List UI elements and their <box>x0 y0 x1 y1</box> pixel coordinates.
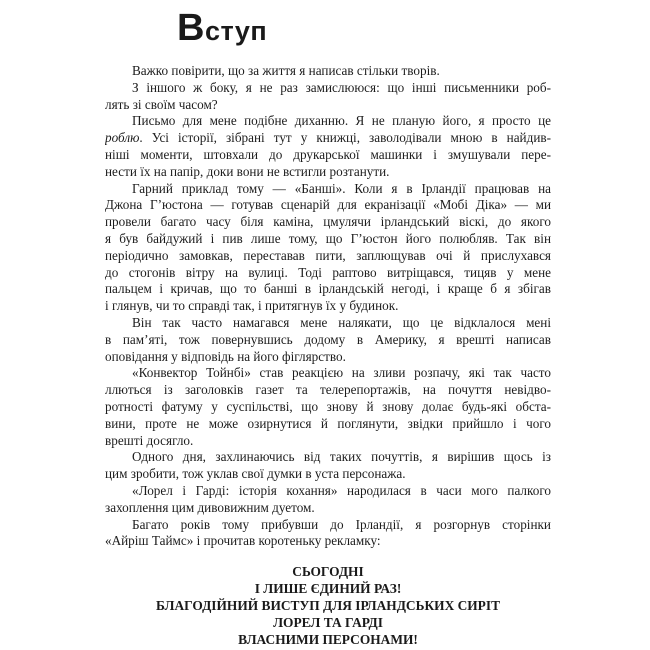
plain-text: . Усі історії, зібрані тут у книжці, заволодівали мною в найдив- <box>139 130 551 146</box>
body-line: нести їх на папір, доки вони не встигли розтанути. <box>105 163 390 179</box>
advert-block <box>105 563 551 648</box>
advert-line: І ЛИШЕ ЄДИНИЙ РАЗ! <box>254 581 402 596</box>
body-line: Одного дня, захлинаючись від таких почуттів, я вирішив щось із <box>132 449 551 465</box>
body-line: Гарний приклад тому — «Банші». Коли я в Ірландії працював на <box>132 180 551 196</box>
paragraph <box>105 449 551 483</box>
italic-text: роблю <box>105 130 140 146</box>
paragraph <box>105 315 551 365</box>
paragraph <box>105 113 551 180</box>
body-line: Джона Г’юстона — готував сценарій для екранізації «Мобі Діка» — ми <box>105 197 551 213</box>
body-line: цим зробити, тож уклав свої думки в уста персонажа. <box>105 466 406 482</box>
body-line: З іншого ж боку, я не раз замислююся: що інші письменники роб- <box>132 79 551 95</box>
body-line: ллються із заголовків газет та телерепортажів, на почуття невідво- <box>105 382 551 398</box>
advert-line: ЛОРЕЛ ТА ГАРДІ <box>273 615 383 630</box>
body-line: я був байдужий і пив лише тому, що Г’юстон його полюбляв. Так він <box>105 230 551 246</box>
body-line: лять зі своїм часом? <box>105 96 218 112</box>
body-line: періодично замовкав, переставав пити, заплющував очі й прислухався <box>105 247 551 263</box>
chapter-title-initial: В <box>177 7 205 49</box>
body-line: Важко повірити, що за життя я написав стільки творів. <box>132 63 440 78</box>
body-line: ніші моменти, штовхали до друкарської машинки і змушували пере- <box>105 146 551 162</box>
body-line <box>105 130 551 147</box>
body-line: захоплення цим дивовижним дуетом. <box>105 499 315 515</box>
advert-line: БЛАГОДІЙНИЙ ВИСТУП ДЛЯ ІРЛАНДСЬКИХ СИРІТ <box>155 598 500 613</box>
paragraph <box>105 63 551 80</box>
body-line: «Лорел і Гарді: історія кохання» народилася в часи мого палкого <box>132 482 551 498</box>
body-line: пальцем і кричав, що то банші в ірландській негоді, і краще б я збігав <box>105 281 551 297</box>
body-line: оповідання у відповідь на його фіглярство. <box>105 348 346 364</box>
body-line: в пам’яті, тож повернувшись додому в Америку, я врешті написав <box>105 331 551 347</box>
body-line: Багато років тому прибувши до Ірландії, я розгорнув сторінки <box>132 516 551 532</box>
paragraph <box>105 365 551 449</box>
advert-line: СЬОГОДНІ <box>292 564 364 579</box>
paragraph <box>105 483 551 517</box>
body-line: провели багато часу біля каміна, цмулячи ірландський віскі, до якого <box>105 214 551 230</box>
body-text <box>105 63 551 550</box>
body-line: ротності фатуму у суспільстві, що знову й знову долає будь-які обста- <box>105 398 551 414</box>
body-line: Письмо для мене подібне диханню. Я не планую його, я просто це <box>132 113 551 129</box>
body-line: Він так часто намагався мене налякати, що це відклалося мені <box>132 314 551 330</box>
body-line: і глянув, чи то справді так, і притягнув їх у будинок. <box>105 298 399 314</box>
chapter-title-rest: ступ <box>204 16 268 46</box>
paragraph <box>105 517 551 551</box>
body-line: «Конвектор Тойнбі» став реакцією на зливи розпачу, які так часто <box>132 365 551 381</box>
body-line: «Айріш Таймс» і прочитав коротеньку рекламку: <box>105 533 381 549</box>
body-line: вини, проте не може озирнутися й поглянути, звідки прийшло і чого <box>105 415 551 431</box>
body-line: врешті досягло. <box>105 432 194 448</box>
advert-line: ВЛАСНИМИ ПЕРСОНАМИ! <box>238 632 418 647</box>
body-line: до стогонів вітру на вулиці. Тоді раптово витріщався, тицяв у мене <box>105 264 551 280</box>
paragraph <box>105 80 551 114</box>
paragraph <box>105 181 551 315</box>
chapter-title <box>177 9 267 47</box>
